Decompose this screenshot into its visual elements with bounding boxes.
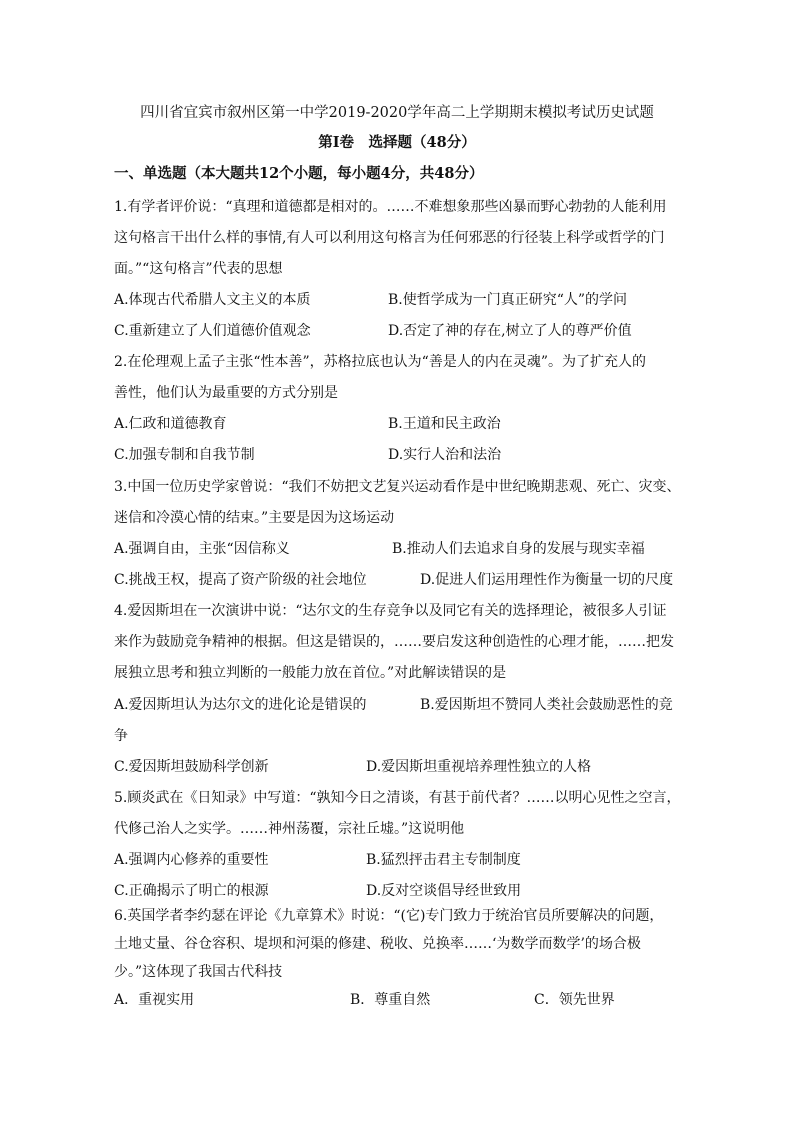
question-text-line: 5.顾炎武在《日知录》中写道：“孰知今日之清谈，有甚于前代者？……以明心见性之空言，: [114, 790, 681, 806]
question-text-line: 1.有学者评价说：“真理和道德都是相对的。……不难想象那些凶暴而野心勃勃的人能利用: [114, 199, 667, 215]
option-d[interactable]: D.反对空谈倡导经世致用: [366, 883, 522, 899]
question-text-line: 2.在伦理观上孟子主张“性本善”，苏格拉底也认为“善是人的内在灵魂”。为了扩充人的: [114, 354, 646, 370]
question-text-line: 面。”“这句格言”代表的思想: [114, 261, 283, 277]
question-text-line: 代修己治人之实学。……神州荡覆，宗社丘墟。”这说明他: [114, 821, 465, 837]
question-text-line: 展独立思考和独立判断的一般能力放在首位。”对此解读错误的是: [114, 665, 507, 681]
section-heading: 一、单选题（本大题共12个小题，每小题4分，共48分）: [114, 165, 484, 182]
exam-title: 四川省宜宾市叙州区第一中学2019-2020学年高二上学期期末模拟考试历史试题: [140, 105, 654, 121]
option-a[interactable]: A.强调内心修养的重要性: [114, 852, 269, 868]
option-c[interactable]: C.正确揭示了明亡的根源: [114, 883, 269, 899]
option-b[interactable]: B.猛烈抨击君主专制制度: [366, 852, 521, 868]
option-a[interactable]: A.爱因斯坦认为达尔文的进化论是错误的: [114, 697, 367, 713]
option-b[interactable]: B.王道和民主政治: [388, 416, 501, 432]
option-b-continued: 争: [114, 728, 128, 744]
question-text-line: 善性，他们认为最重要的方式分别是: [114, 385, 338, 401]
option-c[interactable]: C.爱因斯坦鼓励科学创新: [114, 759, 269, 775]
question-text-line: 3.中国一位历史学家曾说：“我们不妨把文艺复兴运动看作是中世纪晚期悲观、死亡、灾变、: [114, 479, 681, 495]
option-b[interactable]: B.推动人们去追求自身的发展与现实幸福: [392, 541, 645, 557]
option-d[interactable]: D.促进人们运用理性作为衡量一切的尺度: [420, 572, 674, 588]
option-b[interactable]: B.使哲学成为一门真正研究“人”的学问: [388, 292, 628, 308]
option-d[interactable]: D.实行人治和法治: [388, 447, 502, 463]
question-text-line: 迷信和冷漠心情的结束。”主要是因为这场运动: [114, 510, 395, 526]
question-text-line: 这句格言干出什么样的事情,有人可以利用这句格言为任何邪恶的行径装上科学或哲学的门: [114, 230, 665, 246]
option-c[interactable]: C.加强专制和自我节制: [114, 447, 255, 463]
option-a[interactable]: A.仁政和道德教育: [114, 416, 227, 432]
option-c[interactable]: C．领先世界: [534, 992, 615, 1008]
volume-title: 第Ⅰ卷 选择题（48分）: [318, 134, 476, 151]
option-c[interactable]: C.重新建立了人们道德价值观念: [114, 323, 311, 339]
option-b[interactable]: B．尊重自然: [350, 992, 431, 1008]
option-c[interactable]: C.挑战王权，提高了资产阶级的社会地位: [114, 572, 367, 588]
option-d[interactable]: D.爱因斯坦重视培养理性独立的人格: [366, 759, 592, 775]
question-text-line: 来作为鼓励竞争精神的根据。但这是错误的，……要启发这种创造性的心理才能，……把发: [114, 634, 674, 650]
option-b[interactable]: B.爱因斯坦不赞同人类社会鼓励恶性的竞: [420, 697, 673, 713]
question-text-line: 土地丈量、谷仓容积、堤坝和河渠的修建、税收、兑换率……‘为数学而数学’的场合极: [114, 936, 641, 952]
question-text-line: 少。”这体现了我国古代科技: [114, 964, 283, 980]
question-text-line: 6.英国学者李约瑟在评论《九章算术》时说：“(它)专门致力于统治官员所要解决的问题，: [114, 908, 664, 924]
option-a[interactable]: A.强调自由，主张“因信称义: [114, 541, 290, 557]
option-a[interactable]: A．重视实用: [114, 992, 195, 1008]
option-d[interactable]: D.否定了神的存在,树立了人的尊严价值: [388, 323, 632, 339]
option-a[interactable]: A.体现古代希腊人文主义的本质: [114, 292, 311, 308]
question-text-line: 4.爱因斯坦在一次演讲中说：“达尔文的生存竞争以及同它有关的选择理论，被很多人引证: [114, 603, 667, 619]
